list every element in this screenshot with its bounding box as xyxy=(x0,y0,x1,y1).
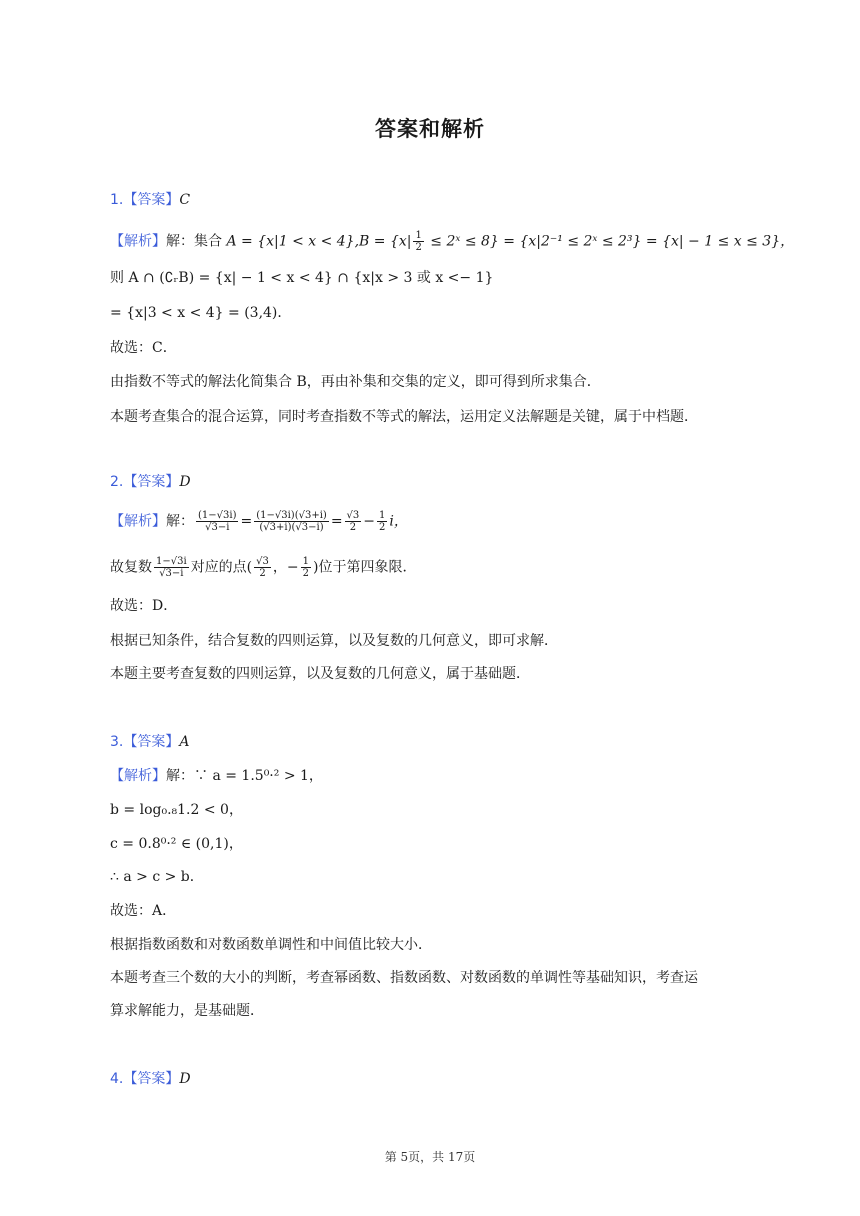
page-footer: 第 5页，共 17页 xyxy=(384,1150,476,1164)
q3-line3: c = 0.8⁰·² ∈ (0,1)， xyxy=(110,836,243,852)
q2-frac4-num: 1 xyxy=(379,510,386,521)
q3-answer-line xyxy=(110,732,189,752)
q3-line4: ∴ a > c > b． xyxy=(110,869,204,885)
q1-l1-frac-den: 2 xyxy=(415,242,422,253)
q2-l2-frac1 xyxy=(154,556,189,579)
q1-analysis-line1 xyxy=(110,230,794,253)
q1-l1-prefix: 解：集合 xyxy=(166,233,227,250)
q2-eq2: = xyxy=(330,513,343,530)
q2-frac1-num: (1−√3i) xyxy=(198,510,237,521)
q1-number: 1. xyxy=(110,192,124,208)
q2-l2-frac1-den: √3−i xyxy=(159,568,184,579)
q2-frac3-den: 2 xyxy=(349,522,357,533)
q2-l2-frac3-den: 2 xyxy=(302,568,309,579)
q2-l2-frac2-den: 2 xyxy=(259,568,266,579)
q3-number: 3. xyxy=(110,734,124,750)
q1-line5: 由指数不等式的解法化简集合 B，再由补集和交集的定义，即可得到所求集合． xyxy=(110,374,601,390)
q2-frac4 xyxy=(377,510,387,533)
q2-l2-d: )位于第四象限． xyxy=(313,559,417,576)
q4-number: 4. xyxy=(110,1071,124,1087)
q3-line5: 故选：A． xyxy=(110,903,177,919)
q2-answer-tag: 【答案】 xyxy=(123,474,180,490)
q1-analysis-tag: 【解析】 xyxy=(110,233,166,250)
q2-line2 xyxy=(110,556,416,579)
q2-line4: 根据已知条件，结合复数的四则运算，以及复数的几何意义，即可求解． xyxy=(110,633,558,649)
q3-analysis-line1 xyxy=(110,766,323,786)
q3-line2: b = log₀.₈1.2 < 0， xyxy=(110,802,243,818)
q3-answer-tag: 【答案】 xyxy=(123,734,180,750)
q3-line8: 算求解能力，是基础题． xyxy=(110,1003,264,1019)
q1-answer-value: C xyxy=(179,192,191,208)
q2-frac2-num: (1−√3i)(√3+i) xyxy=(256,510,327,521)
q4-answer-tag: 【答案】 xyxy=(123,1071,180,1087)
page-title: 答案和解析 xyxy=(375,117,485,141)
q2-answer-value: D xyxy=(179,474,191,490)
q2-analysis-line1 xyxy=(110,510,408,533)
q1-answer-tag: 【答案】 xyxy=(123,192,180,208)
q2-l2-a: 故复数 xyxy=(110,559,152,576)
q2-l2-c: ，− xyxy=(272,559,299,576)
q2-frac1 xyxy=(196,510,238,533)
q2-answer-line xyxy=(110,472,191,492)
q1-line6: 本题考查集合的混合运算，同时考查指数不等式的解法，运用定义法解题是关键，属于中档题． xyxy=(110,409,698,425)
q2-frac2-den: (√3+i)(√3−i) xyxy=(259,522,324,533)
q1-line3: = {x|3 < x < 4} = (3,4)． xyxy=(110,305,292,321)
q4-answer-line xyxy=(110,1069,191,1089)
q3-l1: 解：∵ a = 1.5⁰·² > 1， xyxy=(166,768,323,784)
q2-number: 2. xyxy=(110,474,124,490)
q2-frac1-den: √3−i xyxy=(205,522,230,533)
q2-l2-frac3-num: 1 xyxy=(302,556,309,567)
q1-line2: 则 A ∩ (∁ᵣB) = {x| − 1 < x < 4} ∩ {x|x > 3 或 x <− 1} xyxy=(110,270,494,286)
q2-analysis-tag: 【解析】 xyxy=(110,513,166,530)
q2-sol-prefix: 解： xyxy=(166,513,194,530)
q3-line6: 根据指数函数和对数函数单调性和中间值比较大小． xyxy=(110,937,432,953)
q1-l1-a: A = {x|1 < x < 4},B = {x| xyxy=(226,233,412,250)
q2-line3: 故选：D． xyxy=(110,598,178,614)
q2-frac4-den: 2 xyxy=(379,522,386,533)
q1-l1-frac-num: 1 xyxy=(415,230,422,241)
q3-analysis-tag: 【解析】 xyxy=(110,768,166,784)
q1-l1-fraction xyxy=(413,230,423,253)
q4-answer-value: D xyxy=(179,1071,191,1087)
q2-l2-frac1-num: 1−√3i xyxy=(156,556,187,567)
q2-eq1: = xyxy=(240,513,253,530)
q3-line7: 本题考查三个数的大小的判断，考查幂函数、指数函数、对数函数的单调性等基础知识，考查运 xyxy=(110,970,698,986)
q2-minus: − xyxy=(363,513,376,530)
q2-tail: i， xyxy=(389,513,408,530)
q2-l2-frac2-num: √3 xyxy=(256,556,269,567)
q2-l2-frac3 xyxy=(301,556,311,579)
q1-answer-line xyxy=(110,190,190,210)
q2-l2-frac2 xyxy=(254,556,271,579)
q2-frac2 xyxy=(254,510,329,533)
q3-answer-value: A xyxy=(179,734,190,750)
q2-l2-b: 对应的点( xyxy=(190,559,253,576)
q2-frac3 xyxy=(345,510,362,533)
q2-line5: 本题主要考查复数的四则运算，以及复数的几何意义，属于基础题． xyxy=(110,666,530,682)
q2-frac3-num: √3 xyxy=(346,510,360,521)
q1-line4: 故选：C． xyxy=(110,340,177,356)
q1-l1-rest: ≤ 2ˣ ≤ 8} = {x|2⁻¹ ≤ 2ˣ ≤ 2³} = {x| − 1 ≤ x ≤ 3}， xyxy=(425,233,795,250)
